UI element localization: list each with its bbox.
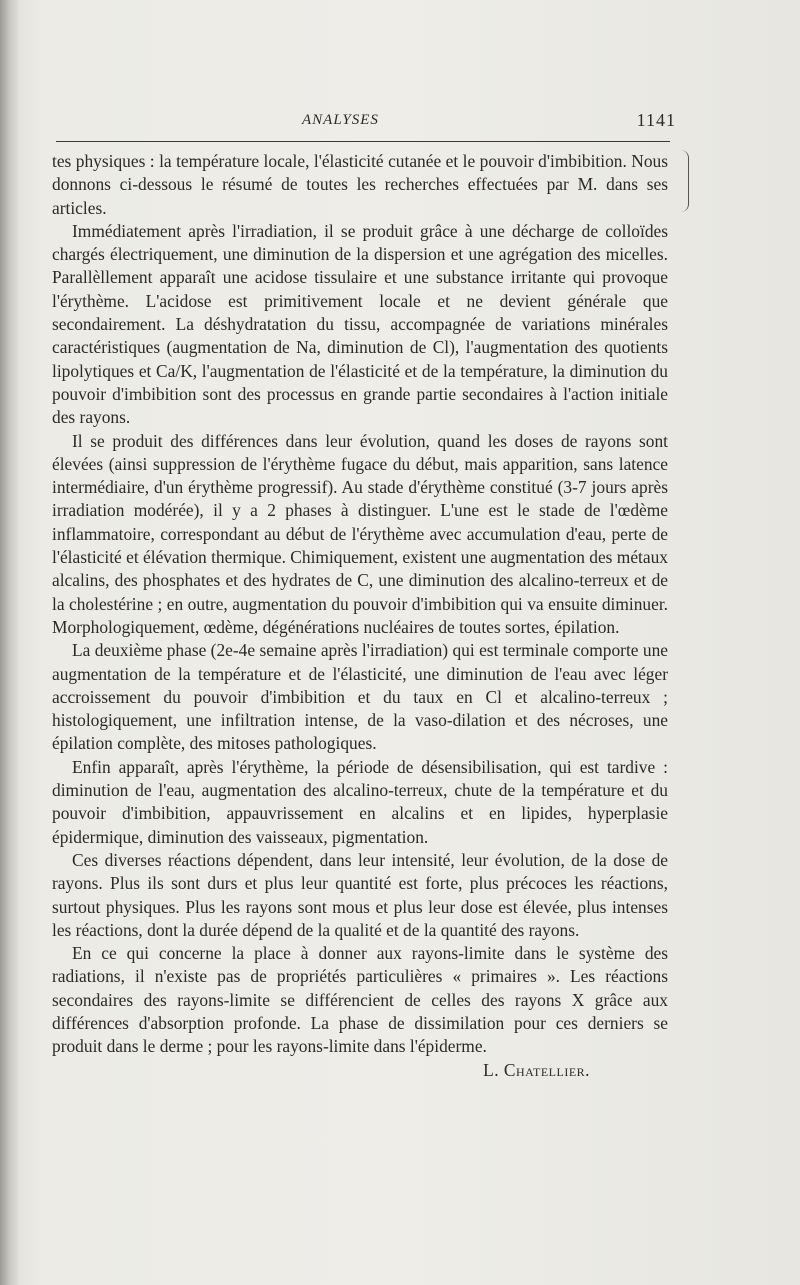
page-header: [52, 110, 676, 134]
page-number: 1141: [636, 110, 676, 130]
header-rule: [56, 141, 670, 142]
paragraph-7: [52, 942, 668, 1080]
paragraph-4: La deuxième phase (2e-4e semaine après l'irradiation) qui est terminale comporte une augmentation de la température et de l'élasticité, une diminution de l'eau avec léger accroissement du pouvoir d'imbibition et du taux en Cl et alcalino-terreux ; histologiquement, une infiltration intense, de la vaso-dilation et des nécroses, une épilation complète, des mitoses pathologiques.: [52, 640, 668, 754]
paragraph-3: Il se produit des différences dans leur évolution, quand les doses de rayons sont élevées (ainsi suppression de l'érythème fugace du début, mais apparition, sans latence intermédiaire, d'un érythème progressif). Au stade d'érythème constitué (3-7 jours après irradiation modérée), il y a 2 phases à distinguer. L'une est le stade de l'œdème inflammatoire, correspondant au début de l'érythème avec accumulation d'eau, perte de l'élasticité et élévation thermique. Chimiquement, existent une augmentation des métaux alcalins, des phosphates et des hydrates de C, une diminution des alcalino-terreux et de la cholestérine ; en outre, augmentation du pouvoir d'imbibition qui va ensuite diminuer. Morphologiquement, œdème, dégénérations nucléaires de toutes sortes, épilation.: [52, 430, 668, 637]
margin-bracket-mark: [678, 150, 689, 212]
paragraph-6: Ces diverses réactions dépendent, dans leur intensité, leur évolution, de la dose de rayons. Plus ils sont durs et plus leur quantité est forte, plus précoces les réactions, surtout physiques. Plus les rayons sont mous et plus leur dose est élevée, plus intenses les réactions, dont la durée dépend de la qualité et de la quantité des rayons.: [52, 849, 668, 940]
paragraph-7-text: En ce qui concerne la place à donner aux rayons-limite dans le système des radiations, il n'existe pas de propriétés particulières « primaires ». Les réactions secondaires des rayons-limite se différencient de celles des rayons X grâce aux différences d'absorption profonde. La phase de dissimilation pour ces derniers se produit dans le derme ; pour les rayons-limite dans l'épiderme.: [52, 943, 668, 1057]
article-body: [52, 150, 668, 1082]
running-title: ANALYSES: [302, 112, 379, 128]
paragraph-5: Enfin apparaît, après l'érythème, la période de désensibilisation, qui est tardive : diminution de l'eau, augmentation des alcalino-terreux, chute de la température et du pouvoir d'imbibition, appauvrissement en alcalins et en lipides, hyperplasie épidermique, diminution des vaisseaux, pigmentation.: [52, 756, 668, 847]
paragraph-2: Immédiatement après l'irradiation, il se produit grâce à une décharge de colloïdes chargés électriquement, une diminution de la dispersion et une agrégation des micelles. Parallèllement apparaît une acidose tissulaire et une substance irritante qui provoque l'érythème. L'acidose est primitivement locale et ne devient générale que secondairement. La déshydratation du tissu, accompagnée de variations minérales caractéristiques (augmentation de Na, diminution de Cl), l'augmentation des quotients lipolytiques et Ca/K, l'augmentation de l'élasticité et de la température, la diminution du pouvoir d'imbibition sont des processus en grande partie secondaires à l'action initiale des rayons.: [52, 220, 668, 428]
paragraph-1: tes physiques : la température locale, l'élasticité cutanée et le pouvoir d'imbibition. Nous donnons ci-dessous le résumé de toutes les recherches effectuées par M. dans ses articles.: [52, 151, 668, 218]
book-spine-shadow: [0, 0, 18, 1285]
author-signature: L. Chatellier.: [483, 1059, 590, 1080]
